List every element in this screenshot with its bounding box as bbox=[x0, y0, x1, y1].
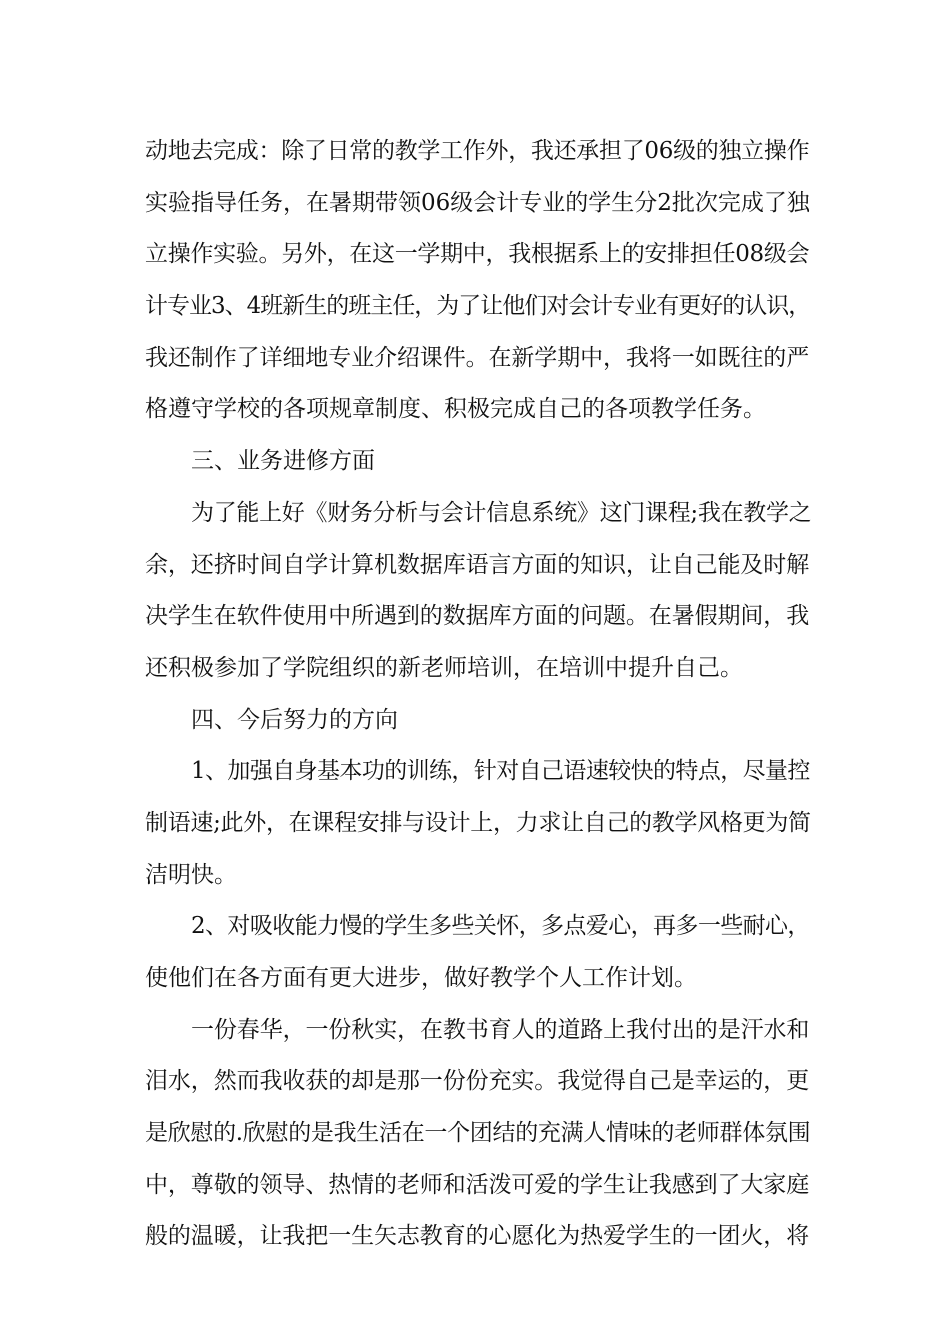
text-line: 制语速;此外，在课程安排与设计上，力求让自己的教学风格更为简 bbox=[145, 809, 811, 836]
section-heading: 四、今后努力的方向 bbox=[191, 706, 398, 733]
text-line: 余，还挤时间自学计算机数据库语言方面的知识，让自己能及时解 bbox=[145, 551, 810, 578]
text-line: 我还制作了详细地专业介绍课件。在新学期中，我将一如既往的严 bbox=[145, 344, 810, 371]
document-body bbox=[145, 126, 810, 1263]
text-line: 般的温暖，让我把一生矢志教育的心愿化为热爱学生的一团火，将 bbox=[145, 1223, 810, 1250]
text-line: 立操作实验。另外，在这一学期中，我根据系上的安排担任08级会 bbox=[145, 241, 810, 268]
section-heading: 三、业务进修方面 bbox=[191, 448, 375, 475]
text-line: 2、对吸收能力慢的学生多些关怀，多点爱心，再多一些耐心， bbox=[191, 913, 810, 940]
text-line: 使他们在各方面有更大进步，做好教学个人工作计划。 bbox=[145, 965, 697, 991]
text-line: 还积极参加了学院组织的新老师培训，在培训中提升自己。 bbox=[145, 654, 743, 681]
text-line: 洁明快。 bbox=[145, 861, 237, 888]
text-line: 动地去完成：除了日常的教学工作外，我还承担了06级的独立操作 bbox=[145, 138, 810, 164]
text-line: 泪水，然而我收获的却是那一份份充实。我觉得自己是幸运的，更 bbox=[145, 1068, 810, 1095]
text-line: 实验指导任务，在暑期带领06级会计专业的学生分2批次完成了独 bbox=[145, 189, 810, 216]
text-line: 中，尊敬的领导、热情的老师和活泼可爱的学生让我感到了大家庭 bbox=[145, 1171, 810, 1198]
text-line: 为了能上好《财务分析与会计信息系统》这门课程;我在教学之 bbox=[191, 499, 812, 526]
text-line: 决学生在软件使用中所遇到的数据库方面的问题。在暑假期间，我 bbox=[145, 603, 810, 630]
text-line: 格遵守学校的各项规章制度、积极完成自己的各项教学任务。 bbox=[145, 396, 766, 423]
text-line: 计专业3、4班新生的班主任，为了让他们对会计专业有更好的认识， bbox=[145, 293, 811, 320]
text-line: 一份春华，一份秋实，在教书育人的道路上我付出的是汗水和 bbox=[191, 1016, 810, 1043]
text-line: 1、加强自身基本功的训练，针对自己语速较快的特点，尽量控 bbox=[191, 758, 810, 785]
text-line: 是欣慰的.欣慰的是我生活在一个团结的充满人情味的老师群体氛围 bbox=[145, 1120, 811, 1147]
